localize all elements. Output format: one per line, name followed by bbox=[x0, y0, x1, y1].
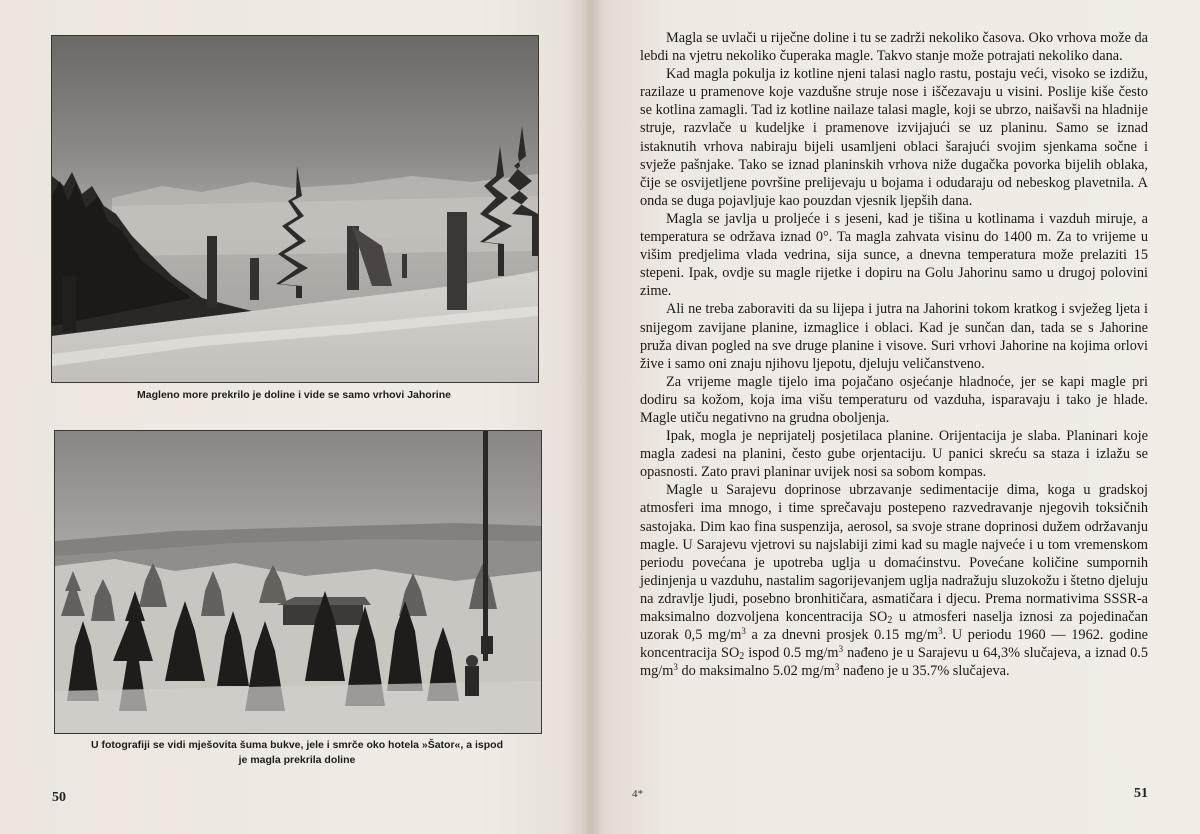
paragraph-6: Ipak, mogla je neprijatelj posjetilaca planine. Orijentacija je slaba. Planinari koje magla zadesi na planini, često gube orjentaciju. U panici skreću sa staza i izlažu se opasnosti. Zato pravi planinar uvijek nosi sa sobom kompas. bbox=[640, 428, 1148, 481]
book-gutter bbox=[566, 0, 606, 834]
p7-text-f: nađeno je u Sarajevu u 64,3% slučajeva, a iznad 0.5 mg/m bbox=[640, 645, 1148, 680]
p7-text-b: u atmosferi naselja iznosi za pojedinačan uzorak 0,5 mg/m bbox=[640, 609, 1148, 644]
paragraph-5: Za vrijeme magle tijelo ima pojačano osjećanje hladnoće, jer se kapi magle pri dodiru sa kožom, koja ima višu temperaturu od vazduha, isparavaju i tako je hlade. Magle utiču negativno na grudna oboljenja. bbox=[640, 373, 1148, 426]
paragraph-4: Ali ne treba zaboraviti da su lijepa i jutra na Jahorini tokom kratkog i svježeg ljeta i snijegom zavijane planine, izmaglice i oblaci. Kad je sunčan dan, tada se s Jahorine pruža divan pogled na sve druge planine i visove. Suri vrhovi Jahorine na kojima orlovi žive i samo oni znaju njihovu ljepotu, djeluju veličanstveno. bbox=[640, 301, 1148, 372]
p7-text-g: do maksimalno 5.02 mg/m bbox=[677, 663, 835, 680]
photo-hotel-sator-forest bbox=[54, 430, 542, 734]
paragraph-2: Kad magla pokulja iz kotline njeni talasi naglo rastu, postaju veći, visoko se izdižu, razilaze u pramenove koje vazdušne struje nose i iščezavaju u visini. Poslije kiše često se kotlina zamagli. Tad iz kotline nailaze talasi magle, koji se ubrzo, naišavši na hladnije struje, razvlače u kudeljke i pramenove izvijajući se uz planinu. Samo se iznad istaknutih vrhova nabiraju bijeli usamljeni oblaci šarajući svojim sjenkama sočne i svježe pašnjake. Tako se iznad planinskih vrhova niže dugačka povorka bijelih oblaka, čije se osvijetljene površine prelijevaju u bojama i odudaraju od nebeskog plavetnila. A onda se duga pojavljuje kao pouzdan vjesnik ljepših dana. bbox=[640, 66, 1148, 209]
page-number-right: 51 bbox=[1134, 786, 1148, 801]
paragraph-1: Magla se uvlači u riječne doline i tu se zadrži nekoliko časova. Oko vrhova može da lebdi na vjetru nekoliko čuperaka magle. Takvo stanje može potrajati nekoliko dana. bbox=[640, 30, 1148, 65]
p7-sup-4: 3 bbox=[673, 662, 678, 673]
p7-text-e: ispod 0.5 mg/m bbox=[744, 645, 839, 662]
photo2-caption-line2: je magla prekrila doline bbox=[238, 754, 356, 766]
p7-sup-5: 3 bbox=[834, 662, 840, 673]
photo2-caption bbox=[54, 738, 540, 768]
paragraph-7 bbox=[640, 481, 1148, 680]
signature-mark: 4* bbox=[632, 788, 643, 800]
p7-text-d: . U periodu 1960 — 1962. godine koncentracija SO bbox=[640, 627, 1148, 662]
p7-sup-2: 3 bbox=[938, 626, 943, 637]
photo1-caption: Magleno more prekrilo je doline i vide se samo vrhovi Jahorine bbox=[137, 389, 451, 401]
p7-text-c: a za dnevni prosjek 0.15 mg/m bbox=[745, 627, 939, 644]
photo-foggy-sea-jahorine bbox=[51, 35, 539, 383]
p7-text-h: nađeno je u 35.7% slučajeva. bbox=[839, 663, 1010, 680]
p7-sup-1: 3 bbox=[741, 626, 746, 637]
p7-sub-2: 2 bbox=[739, 651, 745, 663]
paragraph-3: Magla se javlja u proljeće i s jeseni, kad je tišina u kotlinama i vazduh miruje, a temperatura se održava iznad 0°. Ta magla zahvata visinu do 1400 m. Za to vrijeme u višim predjelima vlada vedrina, sija sunce, a dnevna temperatura može prelaziti 15 stepeni. Ipak, ovdje su magle rijetke i dopiru na Golu Jahorinu samo u drugoj polovini zime. bbox=[640, 210, 1148, 300]
photo2-caption-line1: U fotografiji se vidi mješovita šuma bukve, jele i smrče oko hotela »Šator«, a ispod bbox=[91, 739, 503, 751]
p7-sub-1: 2 bbox=[887, 615, 893, 626]
p7-text-a: Magle u Sarajevu doprinose ubrzavanje sedimentacije dima, koga u gradskoj atmosferi ima mnogo, i time sprečavaju postepeno razvedravanje njegovih toksičnih sastojaka. Dim kao fina suspenzija, aerosol, sa svoje strane doprinosi dužem održavanju magle. U Sarajevu vjetrovi su najslabiji zimi kad su magle najveće i u tom vremenskom periodu povećana je upotreba uglja u domaćinstvu. Povećane količine sumpornih jedinjenja u vazduhu, nastalim sagorijevanjem uglja nadražuju sluzokožu i štetno djeluju na zdravlje ljudi, posebno bronhitičara, asmatičara i djecu. Prema normativima SSSR-a maksimalno dozvoljena koncentracija SO bbox=[640, 482, 1148, 625]
p7-sup-3: 3 bbox=[838, 644, 844, 655]
page-number-left: 50 bbox=[52, 790, 66, 805]
body-text bbox=[640, 29, 1148, 680]
